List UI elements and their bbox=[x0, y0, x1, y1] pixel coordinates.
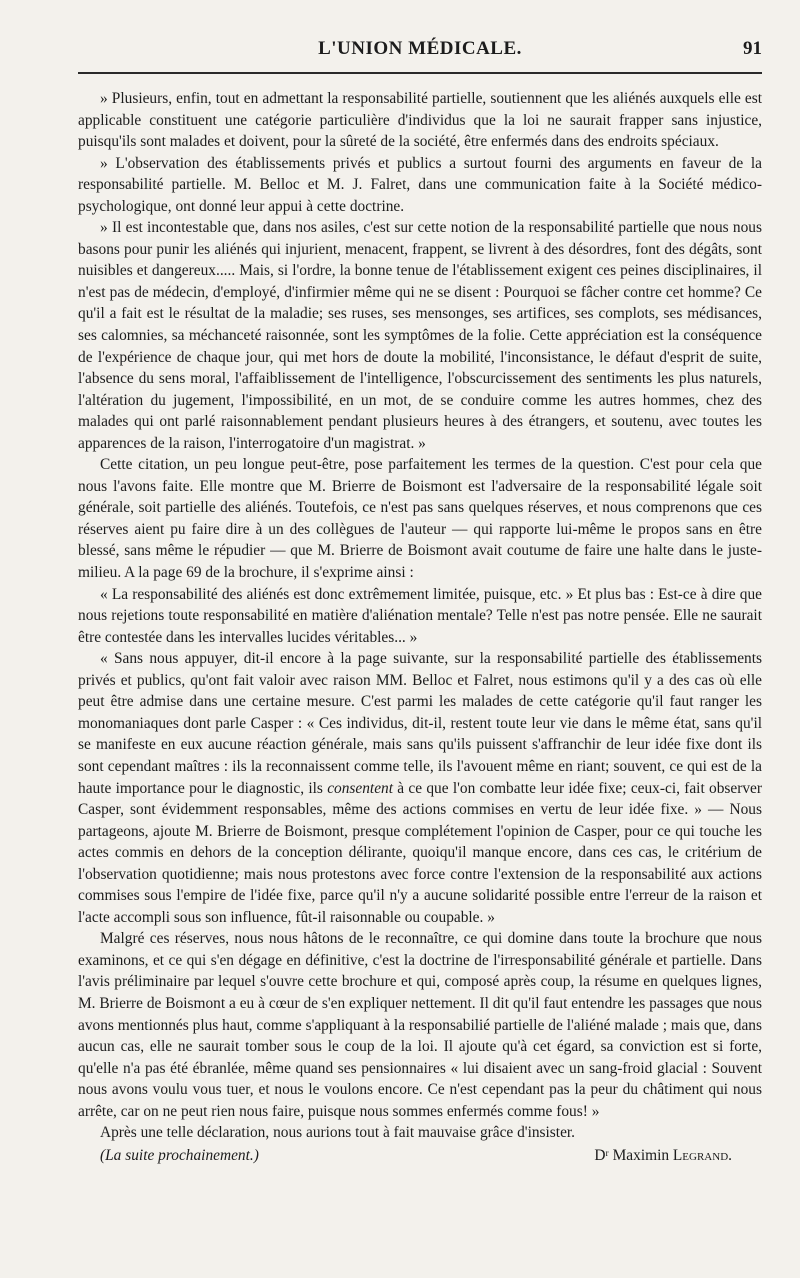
author-surname: Legrand. bbox=[672, 1146, 732, 1164]
paragraph bbox=[78, 648, 762, 928]
paragraph: » Il est incontestable que, dans nos asiles, c'est sur cette notion de la responsabilité partielle que nous nous basons pour punir les aliénés qui injurient, menacent, frappent, se livrent à des désordres, font des dégâts, sont nuisibles et dangereux..... Mais, si l'ordre, la bonne tenue de l'établissement exigent ces peines disciplinaires, il n'est pas de médecin, d'employé, d'infirmier même qui ne se disent : Pourquoi se fâcher contre cet homme? Ce qu'il a fait est le résultat de la maladie; ses ruses, ses mensonges, ses artifices, ses complots, ses médisances, ses calomnies, sa méchanceté raisonnée, sont les symptômes de la folie. Cette appréciation est la conséquence de l'expérience de chaque jour, qui met hors de doute la mobilité, l'inconsistance, le défaut d'esprit de suite, l'absence du sens moral, l'affaiblissement de l'intelligence, l'obscurcissement des sentiments les plus naturels, l'altération du jugement, l'impossibilité, en un mot, de se conduire comme les autres hommes, chez des malades qui ont parlé raisonnablement pendant plusieurs heures à des étrangers, et soutenu, avec toutes les apparences de la raison, l'interrogatoire d'un magistrat. » bbox=[78, 219, 762, 452]
continued-note: (La suite prochainement.) bbox=[100, 1146, 259, 1164]
paragraph: » Plusieurs, enfin, tout en admettant la responsabilité partielle, soutiennent que les aliénés auxquels elle est applicable constituent une catégorie particulière d'individus que la loi ne saurait frapper sans injustice, puisqu'ils sont malades et doivent, pour la sûreté de la société, être enfermés dans des endroits spéciaux. bbox=[78, 90, 762, 151]
emphasis: consentent bbox=[327, 779, 394, 797]
page-header bbox=[78, 38, 762, 74]
paragraph: Après une telle déclaration, nous aurions tout à fait mauvaise grâce d'insister. bbox=[100, 1124, 576, 1142]
article-body bbox=[78, 88, 762, 1144]
paragraph-text: à ce que l'on combatte leur idée fixe; ceux-ci, fait observer Casper, sont évidemment responsables, même des actions commises en vertu de leur idée fixe. » — Nous partageons, ajoute M. Brierre de Boismont, presque complétement l'opinion de Casper, pour ce qui touche les actes commis en dehors de la conception délirante, quoiqu'il manque encore, dans ces cas, le critérium de l'observation quotidienne; mais nous protestons avec force contre l'extension de la responsabilité aux actions commises sous l'empire de l'idée fixe, parce qu'il n'y a aucune solidarité possible entre l'erreur de la raison et l'acte accompli sous son influence, fût-il raisonnable ou coupable. » bbox=[78, 779, 762, 926]
paragraph: Malgré ces réserves, nous nous hâtons de le reconnaître, ce qui domine dans toute la brochure que nous examinons, et ce qui s'en dégage en définitive, c'est la doctrine de l'irresponsabilité générale et partielle. Dans l'avis préliminaire par lequel s'ouvre cette brochure et qui, composé après coup, la résume en quelques lignes, M. Brierre de Boismont a eu à cœur de s'en expliquer nettement. Il dit qu'il faut entendre les passages que nous avons mentionnés plus haut, comme s'appliquant à la responsabilié partielle de l'aliéné malade ; mais que, dans aucun cas, elle ne saurait tomber sous le coup de la loi. Il ajoute qu'à cet égard, sa conviction est si forte, qu'elle n'a pas été ébranlée, même quand ses pensionnaires « lui disaient avec un sang-froid glacial : Souvent nous avons voulu vous tuer, et nous le voulons encore. Ce n'est cependant pas la peur du châtiment qui nous arrête, car on ne peut rien nous faire, puisque nous sommes enfermés comme fous! » bbox=[78, 930, 762, 1120]
paragraph: » L'observation des établissements privés et publics a surtout fourni des arguments en faveur de la responsabilité partielle. M. Belloc et M. J. Falret, dans une communication faite à la Société médico-psychologique, ont donné leur appui à cette doctrine. bbox=[78, 154, 762, 215]
paragraph: « La responsabilité des aliénés est donc extrêmement limitée, puisque, etc. » Et plus bas : Est-ce à dire que nous rejetions toute responsabilité en matière d'aliénation mentale? Telle n'est pas notre pensée. Elle ne saurait être contestée dans les intervalles lucides véritables... » bbox=[78, 585, 762, 646]
page-number: 91 bbox=[743, 38, 762, 59]
paragraph-text: « Sans nous appuyer, dit-il encore à la page suivante, sur la responsabilité partielle des établissements privés et publics, qu'ont fait valoir avec raison MM. Belloc et Falret, nous estimons qu'il y a des cas où elle peut être admise dans une certaine mesure. C'est parmi les malades de cette catégorie qu'il faut ranger les monomaniaques dont parle Casper : « Ces individus, dit-il, restent toute leur vie dans le même état, sans qu'il se manifeste en eux aucune réaction générale, mais sans qu'ils puissent s'affranchir de leur idée fixe dont ils sont cependant maîtres : ils la reconnaissent comme telle, ils l'avouent même en riant; souvent, ce qui est de la haute importance pour le diagnostic, ils bbox=[78, 650, 762, 797]
author-prefix: Dʳ Maximin bbox=[594, 1146, 673, 1164]
paragraph: Cette citation, un peu longue peut-être, pose parfaitement les termes de la question. C'est pour cela que nous l'avons faite. Elle montre que M. Brierre de Boismont est l'adversaire de la responsabilité légale soit générale, soit partielle des aliénés. Toutefois, ce n'est pas sans quelques réserves, et nous comprenons que ces réserves aient pu faire dire à un des collègues de l'auteur — qui rapporte lui-même le propos sans en être blessé, sans même le répudier — que M. Brierre de Boismont avait coutume de faire une halte dans le juste-milieu. A la page 69 de la brochure, il s'exprime ainsi : bbox=[78, 456, 762, 582]
article-footer bbox=[78, 1145, 762, 1167]
running-title: L'UNION MÉDICALE. bbox=[318, 38, 522, 59]
author-signature bbox=[594, 1145, 732, 1167]
